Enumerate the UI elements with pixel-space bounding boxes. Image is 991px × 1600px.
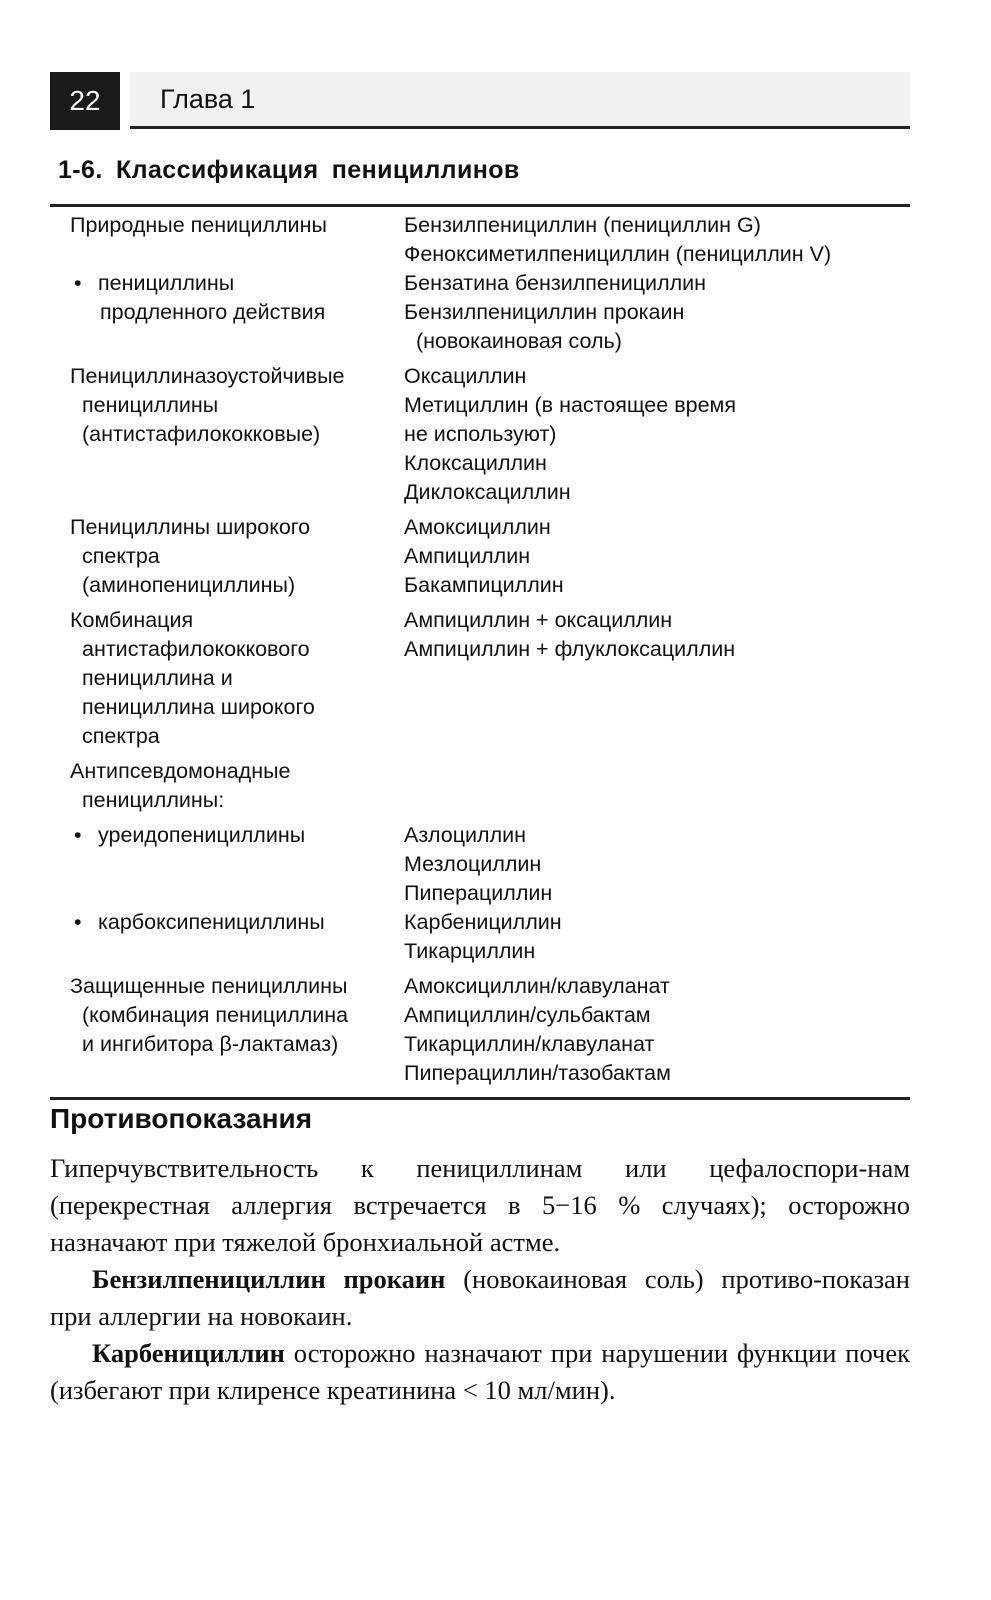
bullet-icon: •	[74, 910, 82, 934]
drugs-cell	[404, 972, 910, 1088]
drug-name: Азлоциллин	[404, 823, 526, 847]
group-label: спектра	[82, 724, 160, 748]
group-label: Пенициллиназоустойчивые	[70, 364, 345, 388]
table-row	[70, 211, 910, 356]
drug-name: Карбенициллин	[404, 910, 562, 934]
group-cell	[70, 362, 404, 507]
table-row	[70, 972, 910, 1088]
drug-name: Бакампициллин	[404, 573, 564, 597]
drugs-cell	[404, 821, 910, 966]
drugs-cell	[404, 362, 910, 507]
drug-name: Тикарциллин	[404, 939, 536, 963]
drug-name: Тикарциллин/клавуланат	[404, 1032, 655, 1056]
drug-name: Бензилпенициллин (пенициллин G)	[404, 213, 761, 237]
group-label: (комбинация пенициллина	[82, 1003, 349, 1027]
drug-name: (новокаиновая соль)	[404, 329, 622, 353]
drug-name: Оксациллин	[404, 364, 527, 388]
drug-name: Ампициллин	[404, 544, 531, 568]
section-heading: Противопоказания	[50, 1103, 313, 1134]
table-bottom-rule	[50, 1097, 910, 1100]
group-cell	[70, 972, 404, 1088]
group-label: антистафилококкового	[82, 637, 310, 661]
drug-name: Клоксациллин	[404, 451, 547, 475]
drug-name: Метициллин (в настоящее время	[404, 393, 736, 417]
paragraph-text: (новокаиновая соль) противо-показан при аллергии на новокаин.	[50, 1264, 910, 1331]
group-cell	[70, 211, 404, 356]
paragraph-text: осторожно назначают при нарушении функции почек (избегают при клиренсе креатинина < 10 мл/мин).	[50, 1338, 910, 1405]
paragraph-carbenicillin	[50, 1335, 910, 1409]
group-label	[70, 240, 404, 269]
group-label: Защищенные пенициллины	[70, 974, 348, 998]
drug-name: Амоксициллин/клавуланат	[404, 974, 670, 998]
group-label: пенициллина и	[82, 666, 233, 690]
paragraph-procaine	[50, 1261, 910, 1335]
drug-name: Феноксиметилпенициллин (пенициллин V)	[404, 242, 832, 266]
drug-name: Диклоксациллин	[404, 480, 571, 504]
group-label: продленного действия	[100, 300, 326, 324]
drug-name: Мезлоциллин	[404, 852, 542, 876]
group-cell	[70, 821, 404, 966]
paragraph-hypersensitivity: Гиперчувствительность к пенициллинам или цефалоспори-нам (перекрестная аллергия встречается в 5−16 % случаях); осторожно назначают при тяжелой бронхиальной астме.	[50, 1153, 910, 1257]
group-label: пенициллина широкого	[82, 695, 315, 719]
group-label: (аминопенициллины)	[82, 573, 296, 597]
drugs-cell	[404, 757, 910, 815]
drug-name: Пиперациллин/тазобактам	[404, 1061, 671, 1085]
bullet-icon: •	[74, 823, 82, 847]
drugs-cell	[404, 513, 910, 600]
group-label: и ингибитора β-лактамаз)	[82, 1032, 339, 1056]
group-label: Природные пенициллины	[70, 213, 327, 237]
drug-name-bold: Карбенициллин	[92, 1338, 285, 1368]
drugs-cell	[404, 606, 910, 751]
subgroup-label: карбоксипенициллины	[98, 910, 325, 934]
table-row	[70, 513, 910, 600]
drug-name: Ампициллин/сульбактам	[404, 1003, 651, 1027]
body-text	[50, 1150, 910, 1409]
subgroup-item	[70, 821, 404, 850]
group-label: пенициллины:	[82, 788, 225, 812]
subgroup-label: пенициллины	[98, 271, 235, 295]
drug-name: Ампициллин + оксациллин	[404, 608, 673, 632]
group-label	[70, 850, 404, 879]
group-cell	[70, 606, 404, 751]
drug-name: Амоксициллин	[404, 515, 551, 539]
group-label: Комбинация	[70, 608, 194, 632]
drug-name: Пиперациллин	[404, 881, 553, 905]
drugs-cell	[404, 211, 910, 356]
group-cell	[70, 757, 404, 815]
table-row	[70, 362, 910, 507]
group-label: (антистафилококковые)	[82, 422, 321, 446]
classification-table	[70, 211, 910, 1094]
bullet-icon: •	[74, 271, 82, 295]
subgroup-item	[70, 269, 404, 298]
group-label: Антипсевдомонадные	[70, 759, 291, 783]
chapter-title: Глава 1	[160, 84, 256, 114]
drug-name-bold: Бензилпенициллин прокаин	[92, 1264, 446, 1294]
table-title: 1-6. Классификация пенициллинов	[58, 156, 520, 184]
group-label: Пенициллины широкого	[70, 515, 311, 539]
group-label: спектра	[82, 544, 160, 568]
table-row	[70, 606, 910, 751]
drug-name: не используют)	[404, 422, 557, 446]
table-row	[70, 821, 910, 966]
group-cell	[70, 513, 404, 600]
chapter-bar	[130, 72, 910, 129]
drug-name: Ампициллин + флуклоксациллин	[404, 637, 736, 661]
page-header	[50, 72, 910, 130]
group-label	[70, 879, 404, 908]
subgroup-label: уреидопенициллины	[98, 823, 306, 847]
group-label: пенициллины	[82, 393, 219, 417]
drug-name: Бензатина бензилпенициллин	[404, 271, 707, 295]
table-row	[70, 757, 910, 815]
subgroup-item	[70, 908, 404, 937]
page-number: 22	[50, 72, 120, 130]
drug-name: Бензилпенициллин прокаин	[404, 300, 685, 324]
table-top-rule	[50, 204, 910, 207]
